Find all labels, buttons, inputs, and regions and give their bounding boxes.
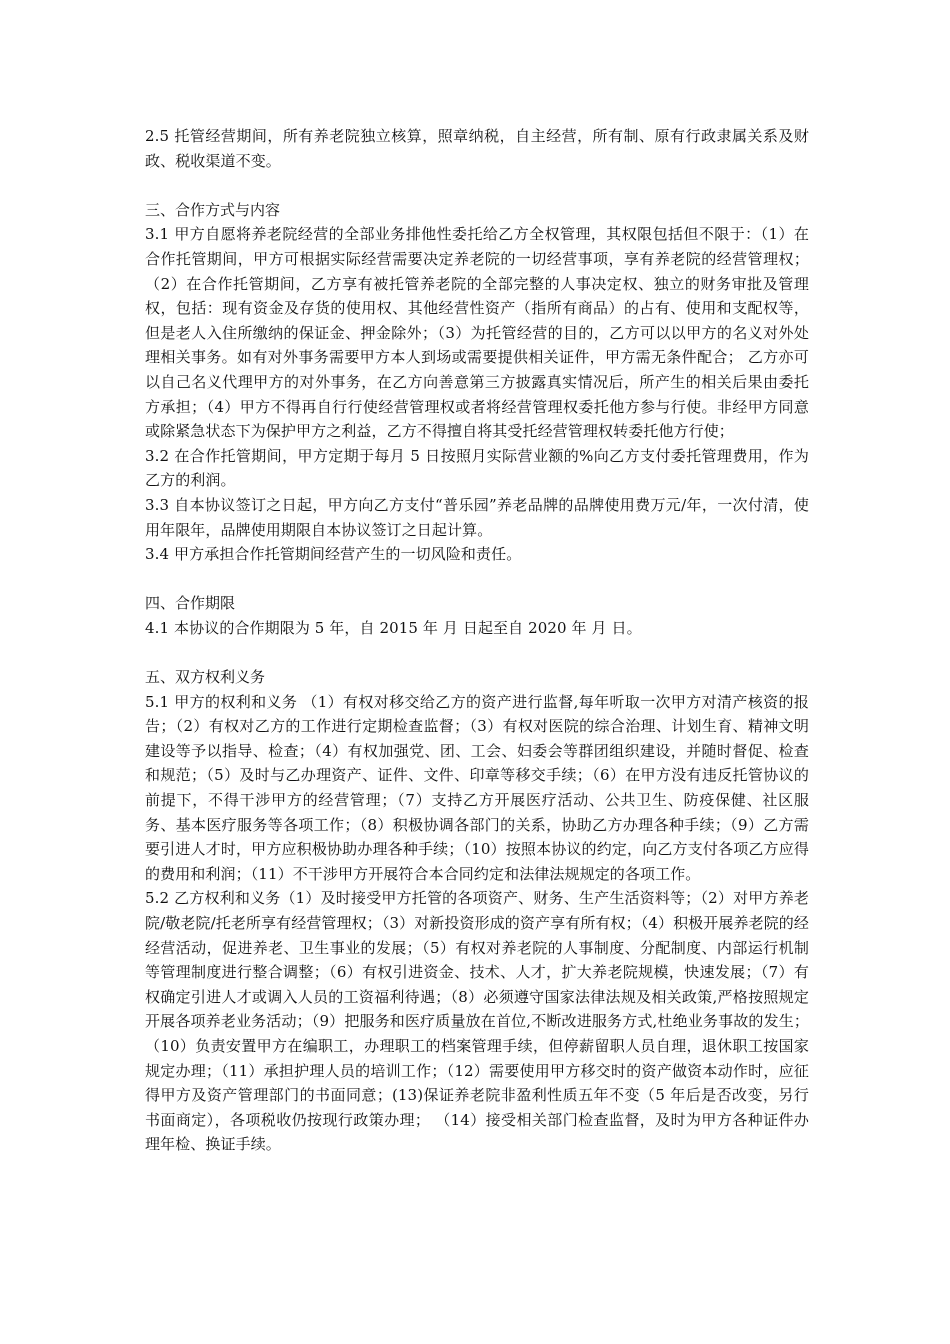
paragraph-5-2: 5.2 乙方权利和义务（1）及时接受甲方托管的各项资产、财务、生产生活资料等；（2）对甲方养老院/敬老院/托老所享有经营管理权；（3）对新投资形成的资产享有所有权；（4）积极开展养老院的经经营活动，促进养老、卫生事业的发展；（5）有权对养老院的人事制度、分配制度、内部运行机制等管理制度进行整合调整；（6）有权引进资金、技术、人才，扩大养老院规模，快速发展；（7）有权确定引进人才或调入人员的工资福利待遇；（8）必须遵守国家法律法规及相关政策,严格按照规定开展各项养老业务活动；（9）把服务和医疗质量放在首位,不断改进服务方式,杜绝业务事故的发生；（10）负责安置甲方在编职工，办理职工的档案管理手续，但停薪留职人员自理，退休职工按国家规定办理；（11）承担护理人员的培训工作；（12）需要使用甲方移交时的资产做资本动作时，应征得甲方及资产管理部门的书面同意；(13)保证养老院非盈利性质五年不变（5 年后是否改变，另行书面商定），各项税收仍按现行政策办理； （14）接受相关部门检查监督，及时为甲方各种证件办理年检、换证手续。 [145,889,809,1154]
blank-line [145,173,809,198]
section-heading-5: 五、双方权利义务 [145,668,266,687]
paragraph-3-1: 3.1 甲方自愿将养老院经营的全部业务排他性委托给乙方全权管理，其权限包括但不限于：（1）在合作托管期间，甲方可根据实际经营需要决定养老院的一切经营事项，享有养老院的经营管理权；（2）在合作托管期间，乙方享有被托管养老院的全部完整的人事决定权、独立的财务审批及管理权，包括：现有资金及存货的使用权、其他经营性资产（指所有商品）的占有、使用和支配权等，但是老人入住所缴纳的保证金、押金除外；（3）为托管经营的目的，乙方可以以甲方的名义对外处理相关事务。如有对外事务需要甲方本人到场或需要提供相关证件，甲方需无条件配合； 乙方亦可以自己名义代理甲方的对外事务，在乙方向善意第三方披露真实情况后，所产生的相关后果由委托方承担；（4）甲方不得再自行行使经营管理权或者将经营管理权委托他方参与行使。非经甲方同意或除紧急状态下为保护甲方之利益，乙方不得擅自将其受托经营管理权转委托他方行使； [145,225,809,441]
section-heading-3: 三、合作方式与内容 [145,200,281,219]
paragraph-2-5: 2.5 托管经营期间，所有养老院独立核算，照章纳税，自主经营，所有制、原有行政隶属关系及财政、税收渠道不变。 [145,127,809,170]
paragraph-4-1: 4.1 本协议的合作期限为 5 年，自 2015 年 月 日起至自 2020 年 月 日。 [145,618,642,637]
paragraph-5-1: 5.1 甲方的权利和义务 （1）有权对移交给乙方的资产进行监督,每年听取一次甲方对清产核资的报告；（2）有权对乙方的工作进行定期检查监督；（3）有权对医院的综合治理、计划生育、精神文明建设等予以指导、检查；（4）有权加强党、团、工会、妇委会等群团组织建设，并随时督促、检查和规范；（5）及时与乙办理资产、证件、文件、印章等移交手续；（6）在甲方没有违反托管协议的前提下，不得干涉甲方的经营管理；（7）支持乙方开展医疗活动、公共卫生、防疫保健、社区服务、基本医疗服务等各项工作；（8）积极协调各部门的关系，协助乙方办理各种手续；（9）乙方需要引进人才时，甲方应积极协助办理各种手续；（10）按照本协议的约定，向乙方支付各项乙方应得的费用和利润；（11）不干涉甲方开展符合本合同约定和法律法规规定的各项工作。 [145,692,809,883]
paragraph-3-4: 3.4 甲方承担合作托管期间经营产生的一切风险和责任。 [145,545,522,564]
paragraph-3-2: 3.2 在合作托管期间，甲方定期于每月 5 日按照月实际营业额的%向乙方支付委托管理费用，作为乙方的利润。 [145,446,809,490]
blank-line [145,640,809,665]
document-page [145,124,809,1157]
section-heading-4: 四、合作期限 [145,594,236,613]
paragraph-3-3: 3.3 自本协议签订之日起，甲方向乙方支付“普乐园”养老品牌的品牌使用费万元/年，一次付清，使用年限年，品牌使用期限自本协议签订之日起计算。 [145,495,809,539]
blank-line [145,567,809,592]
